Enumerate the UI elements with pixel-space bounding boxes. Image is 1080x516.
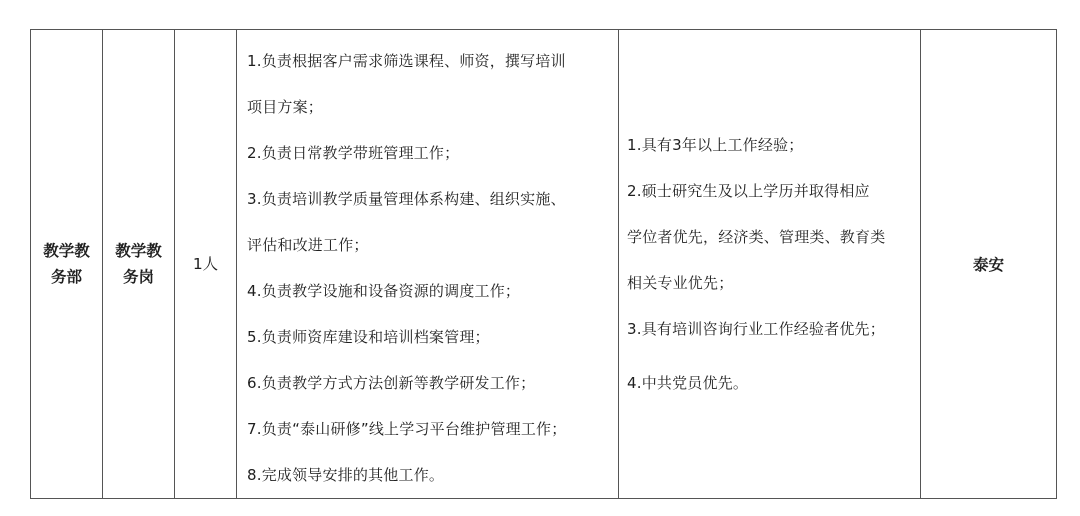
department-line-1: 教学教 <box>43 242 90 260</box>
headcount-value: 1人 <box>192 255 219 273</box>
location-cell <box>921 30 1057 499</box>
requirement-line: 相关专业优先； <box>627 274 734 292</box>
location-value: 泰安 <box>972 256 1004 274</box>
duty-line: 3.负责培训教学质量管理体系构建、组织实施、 <box>247 190 566 208</box>
position-line-2: 务岗 <box>122 268 154 286</box>
position-line-1: 教学教 <box>115 242 162 260</box>
duty-line: 6.负责教学方式方法创新等教学研发工作； <box>247 374 536 392</box>
requirements-cell <box>619 30 921 499</box>
requirement-line: 4.中共党员优先。 <box>627 374 749 392</box>
department-line-2: 务部 <box>50 268 82 286</box>
duty-line: 项目方案； <box>247 98 324 116</box>
duty-line: 1.负责根据客户需求筛选课程、师资，撰写培训 <box>247 52 566 70</box>
requirement-line: 2.硕士研究生及以上学历并取得相应 <box>627 182 870 200</box>
duty-line: 7.负责“泰山研修”线上学习平台维护管理工作； <box>247 420 567 438</box>
department-cell <box>31 30 103 499</box>
requirements-list <box>619 122 920 406</box>
duties-cell <box>237 30 619 499</box>
requirement-line: 3.具有培训咨询行业工作经验者优先； <box>627 320 885 338</box>
requirement-line: 1.具有3年以上工作经验； <box>627 136 804 154</box>
requirement-line: 学位者优先，经济类、管理类、教育类 <box>627 228 886 246</box>
duties-list <box>237 30 618 498</box>
duty-line: 评估和改进工作； <box>247 236 369 254</box>
headcount-cell <box>175 30 237 499</box>
duty-line: 8.完成领导安排的其他工作。 <box>247 466 445 484</box>
table-row <box>31 30 1057 499</box>
duty-line: 2.负责日常教学带班管理工作； <box>247 144 460 162</box>
duty-line: 4.负责教学设施和设备资源的调度工作； <box>247 282 521 300</box>
position-cell <box>103 30 175 499</box>
duty-line: 5.负责师资库建设和培训档案管理； <box>247 328 490 346</box>
job-table <box>30 29 1057 499</box>
